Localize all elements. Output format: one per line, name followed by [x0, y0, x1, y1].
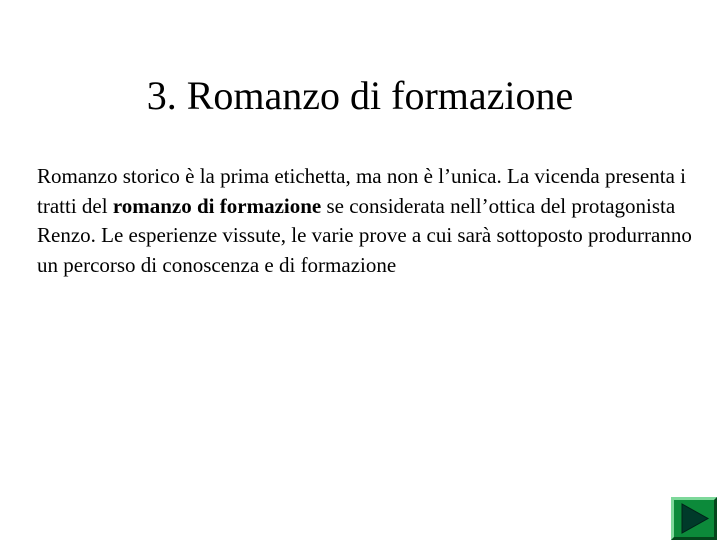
body-text-end: se considerata nell’ottica del protagonista Renzo. Le esperienze vissute, le varie prove a cui sarà sottoposto produrranno un percorso di conoscenza e di formazione	[37, 193, 692, 277]
slide-title: 3. Romanzo di formazione	[146, 73, 574, 118]
body-text-start: Romanzo storico è la prima etichetta, ma non è l’unica. La vicenda presenta i tratti del	[37, 164, 686, 218]
next-slide-button[interactable]	[671, 497, 717, 540]
body-text-emphasis: romanzo di formazione	[112, 193, 322, 218]
play-triangle-icon	[674, 500, 714, 537]
slide-body-text	[37, 162, 697, 280]
